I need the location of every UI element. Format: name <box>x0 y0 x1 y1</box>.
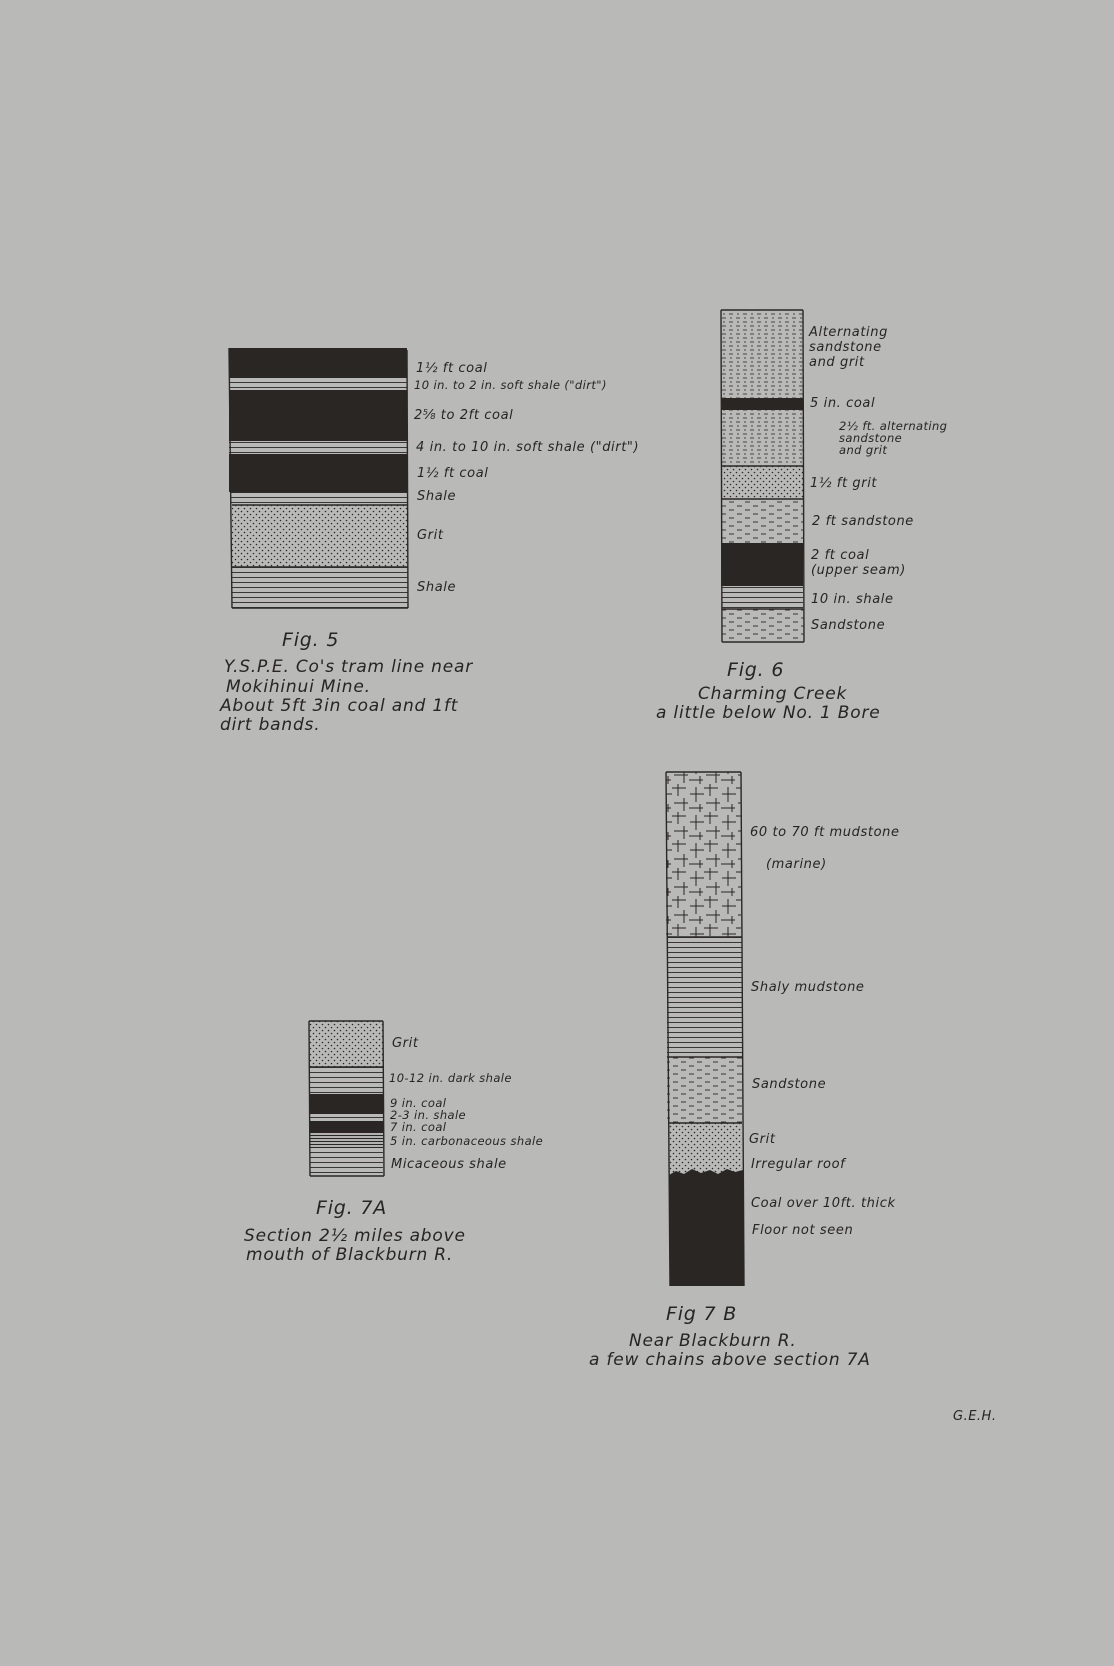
fig7b-layer-grit <box>668 1123 742 1173</box>
fig7a-layer-grit <box>309 1021 383 1067</box>
fig6-label-shale: 10 in. shale <box>811 592 894 607</box>
fig6-label-sandstone-base: Sandstone <box>811 618 886 633</box>
fig5-column <box>229 348 408 608</box>
fig7a-layer-coal-9in <box>309 1094 383 1114</box>
fig5-label-shale-2: Shale <box>417 580 457 595</box>
fig7b-label-irregular-roof: Irregular roof <box>751 1157 846 1172</box>
fig6-caption-line-2: a little below No. 1 Bore <box>656 703 881 723</box>
fig6-label-coal-upper-seam: 2 ft coal (upper seam) <box>811 548 906 578</box>
fig7b-layer-coal <box>669 1169 744 1286</box>
fig7a-label-shale-2-3in: 2-3 in. shale <box>390 1108 467 1122</box>
fig7a-label-grit: Grit <box>392 1036 419 1051</box>
fig6-label-coal-5in: 5 in. coal <box>810 396 876 411</box>
fig5-label-coal-2: 2⅝ to 2ft coal <box>414 408 514 423</box>
fig5-layer-dirt-1 <box>229 378 407 390</box>
fig6-title: Fig. 6 <box>727 659 785 681</box>
fig7b-label-floor: Floor not seen <box>752 1223 854 1238</box>
fig7b-layer-sandstone <box>667 1057 742 1123</box>
fig7b-caption-line-2: a few chains above section 7A <box>589 1350 871 1370</box>
fig6-layer-coal-5in <box>721 398 803 410</box>
fig7b-label-shaly-mudstone: Shaly mudstone <box>751 980 865 995</box>
fig7a-layer-shale-2-3in <box>309 1114 383 1121</box>
fig7b-label-grit: Grit <box>749 1132 776 1147</box>
fig7b-title: Fig 7 B <box>666 1303 738 1325</box>
fig5-label-coal-3: 1½ ft coal <box>417 466 489 481</box>
fig7a-label-coal-7in: 7 in. coal <box>390 1120 447 1134</box>
fig7a-caption-line-1: Section 2½ miles above <box>244 1226 466 1246</box>
fig7a-label-coal-9in: 9 in. coal <box>390 1096 447 1110</box>
fig6-layer-shale <box>722 586 803 609</box>
fig7b-caption-line-1: Near Blackburn R. <box>629 1331 797 1351</box>
fig5-caption-line-2: Mokihinui Mine. <box>226 677 371 697</box>
fig6-layer-sandstone-grit-1 <box>721 310 803 398</box>
fig5-label-dirt-2: 4 in. to 10 in. soft shale ("dirt") <box>416 440 640 455</box>
fig6-caption-line-1: Charming Creek <box>698 684 848 704</box>
fig5-caption-line-4: dirt bands. <box>220 715 321 735</box>
fig5-layer-coal-2 <box>229 390 407 441</box>
fig7a-label-micaceous-shale: Micaceous shale <box>391 1157 507 1172</box>
fig6-layer-sandstone-base <box>722 609 804 642</box>
fig6-layer-sandstone <box>721 499 803 543</box>
fig7b-label-sandstone: Sandstone <box>752 1077 827 1092</box>
fig6-layer-coal-upper-seam <box>721 543 803 586</box>
fig7a-title: Fig. 7A <box>316 1197 388 1219</box>
fig6-layer-sandstone-grit-2 <box>721 410 803 466</box>
fig6-label-sandstone-grit-1: Alternating sandstone and grit <box>809 325 888 370</box>
fig7a-caption-line-2: mouth of Blackburn R. <box>246 1245 454 1265</box>
fig7b-label-marine: (marine) <box>766 857 827 872</box>
fig5-layer-coal-1 <box>229 348 407 378</box>
fig7a-label-carbonaceous-shale: 5 in. carbonaceous shale <box>390 1134 544 1148</box>
fig5-layer-shale-2 <box>232 567 408 608</box>
signature: G.E.H. <box>953 1409 997 1424</box>
fig6-label-sandstone: 2 ft sandstone <box>812 514 914 529</box>
fig6-label-sandstone-grit-2: 2½ ft. alternating sandstone and grit <box>839 419 948 457</box>
fig7b-label-coal: Coal over 10ft. thick <box>751 1196 896 1211</box>
fig5-label-shale-1: Shale <box>417 489 457 504</box>
fig7a-layer-dark-shale <box>309 1067 383 1094</box>
fig7a-label-dark-shale: 10-12 in. dark shale <box>389 1071 512 1085</box>
fig5-layer-dirt-2 <box>229 441 407 454</box>
fig5-layer-shale-1 <box>231 492 407 505</box>
fig7b-layer-mudstone <box>666 772 741 937</box>
fig6-label-grit: 1½ ft grit <box>810 476 878 491</box>
fig5-layer-grit <box>232 505 407 567</box>
fig7a-layer-micaceous-shale <box>310 1148 383 1176</box>
fig5-caption-line-1: Y.S.P.E. Co's tram line near <box>224 657 474 677</box>
fig5-caption-line-3: About 5ft 3in coal and 1ft <box>220 696 459 716</box>
fig6-column <box>721 310 804 642</box>
fig7a-layer-coal-7in <box>309 1121 383 1133</box>
fig5-layer-coal-3 <box>229 454 407 492</box>
fig7b-label-mudstone: 60 to 70 ft mudstone <box>750 825 900 840</box>
fig5-label-grit: Grit <box>417 528 444 543</box>
fig7a-layer-carbonaceous-shale <box>309 1133 383 1148</box>
fig5-label-dirt-1: 10 in. to 2 in. soft shale ("dirt") <box>414 378 607 392</box>
fig6-layer-grit <box>721 466 803 499</box>
fig7a-column <box>309 1021 384 1176</box>
fig5-label-coal-1: 1½ ft coal <box>416 361 488 376</box>
fig5-title: Fig. 5 <box>282 629 340 651</box>
fig7b-column <box>666 772 744 1286</box>
fig7b-layer-shaly-mudstone <box>667 937 742 1057</box>
